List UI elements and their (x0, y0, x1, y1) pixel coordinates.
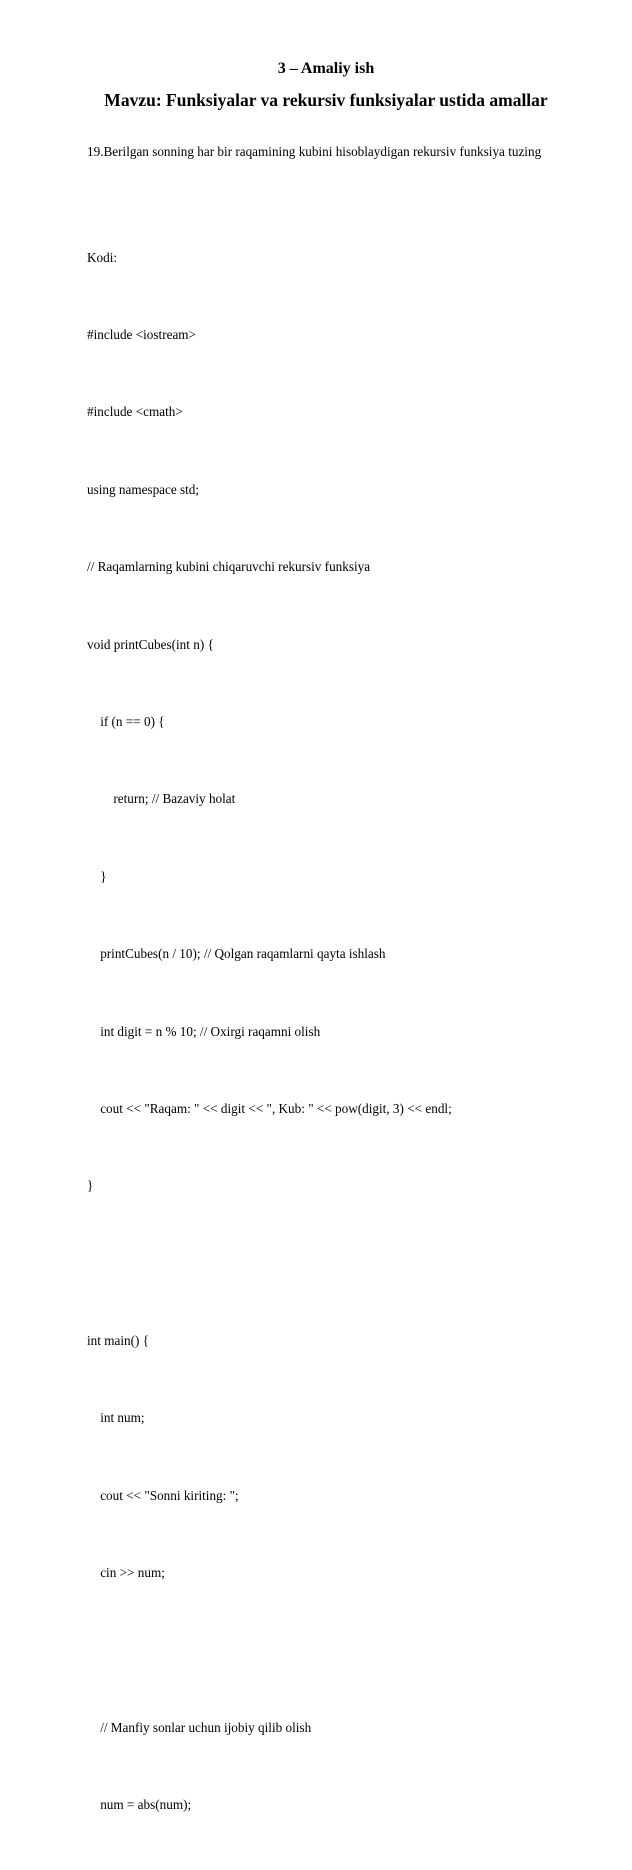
code-line: } (87, 1178, 94, 1194)
task-statement: 19.Berilgan sonning har bir raqamining kubini hisoblaydigan rekursiv funksiya tuzing (87, 144, 542, 159)
code-line (87, 1251, 452, 1277)
document-title: 3 – Amaliy ish (277, 60, 375, 77)
code-line: // Manfiy sonlar uchun ijobiy qilib olish (87, 1720, 312, 1736)
code-line: #include <iostream> (87, 326, 196, 342)
code-line: #include <cmath> (87, 404, 183, 420)
code-line: // Raqamlarning kubini chiqaruvchi rekursiv funksiya (87, 559, 371, 575)
code-listing (87, 193, 452, 1870)
code-line: num = abs(num); (87, 1797, 192, 1813)
code-line: cin >> num; (87, 1565, 165, 1581)
code-line: cout << "Raqam: " << digit << ", Kub: " << pow(digit, 3) << endl; (87, 1100, 452, 1116)
code-line: int digit = n % 10; // Oxirgi raqamni olish (87, 1023, 321, 1039)
code-line (87, 1638, 452, 1664)
code-line: } (87, 868, 107, 884)
code-line: if (n == 0) { (87, 713, 165, 729)
code-line: cout << "Sonni kiriting: "; (87, 1487, 239, 1503)
code-line: printCubes(n / 10); // Qolgan raqamlarni qayta ishlash (87, 946, 386, 962)
code-line: Kodi: (87, 249, 118, 265)
code-line: void printCubes(int n) { (87, 636, 214, 652)
code-line: return; // Bazaviy holat (87, 791, 236, 807)
code-line: int num; (87, 1410, 145, 1426)
code-line: using namespace std; (87, 481, 200, 497)
code-line: int main() { (87, 1333, 149, 1349)
document-subtitle: Mavzu: Funksiyalar va rekursiv funksiyalar ustida amallar (104, 90, 548, 110)
